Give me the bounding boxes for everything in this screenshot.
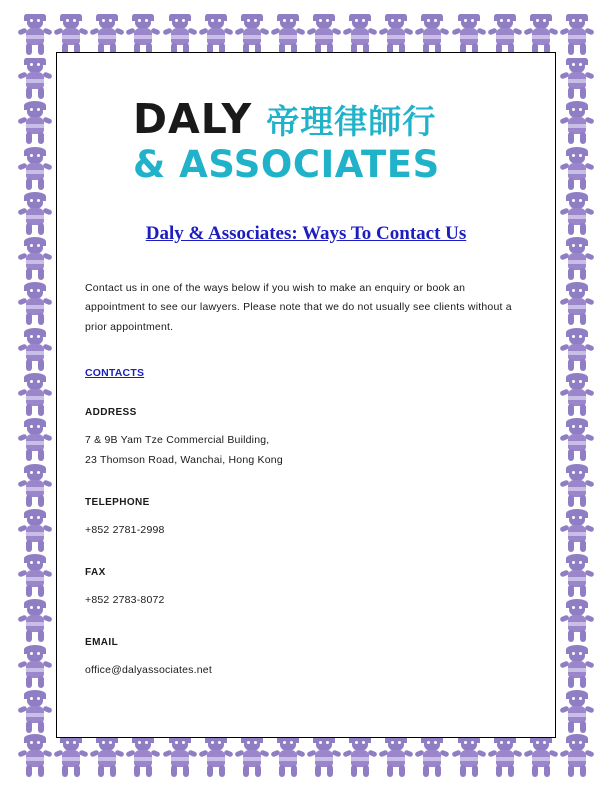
border-doll-icon — [163, 736, 197, 778]
border-doll-icon — [18, 194, 52, 236]
border-doll-icon — [18, 284, 52, 326]
logo-text-daly: DALY — [133, 95, 253, 143]
contact-field-fax — [85, 567, 537, 611]
border-doll-icon — [235, 14, 269, 56]
border-doll-icon — [560, 149, 594, 191]
field-label-fax: FAX — [85, 567, 106, 579]
address-line-1: 7 & 9B Yam Tze Commercial Building, — [85, 434, 270, 447]
border-doll-icon — [560, 511, 594, 553]
border-doll-icon — [163, 14, 197, 56]
logo-text-associates: & ASSOCIATES — [133, 143, 440, 186]
document-content-frame — [56, 52, 556, 738]
border-doll-icon — [18, 239, 52, 281]
field-value-telephone: +852 2781-2998 — [85, 524, 165, 537]
address-line-2: 23 Thomson Road, Wanchai, Hong Kong — [85, 454, 283, 467]
border-doll-icon — [415, 14, 449, 56]
company-logo — [133, 95, 537, 186]
border-doll-icon — [343, 14, 377, 56]
border-doll-icon — [90, 736, 124, 778]
border-doll-icon — [560, 330, 594, 372]
border-doll-icon — [18, 14, 52, 56]
border-doll-icon — [415, 736, 449, 778]
border-doll-icon — [560, 58, 594, 100]
border-doll-icon — [90, 14, 124, 56]
border-doll-icon — [199, 736, 233, 778]
border-doll-icon — [18, 692, 52, 734]
contacts-heading-link[interactable]: CONTACTS — [85, 367, 145, 380]
border-doll-icon — [524, 14, 558, 56]
border-doll-icon — [343, 736, 377, 778]
border-doll-icon — [560, 194, 594, 236]
border-doll-icon — [18, 511, 52, 553]
border-doll-icon — [560, 14, 594, 56]
border-strip-bottom — [18, 732, 594, 778]
border-doll-icon — [18, 103, 52, 145]
border-doll-icon — [560, 284, 594, 326]
border-doll-icon — [488, 14, 522, 56]
border-doll-icon — [560, 466, 594, 508]
border-doll-icon — [307, 14, 341, 56]
border-doll-icon — [560, 601, 594, 643]
border-doll-icon — [18, 601, 52, 643]
border-doll-icon — [18, 58, 52, 100]
border-doll-icon — [560, 420, 594, 462]
field-value-email[interactable]: office@dalyassociates.net — [85, 664, 212, 677]
contact-field-email — [85, 637, 537, 681]
border-doll-icon — [126, 736, 160, 778]
intro-paragraph: Contact us in one of the ways below if you wish to make an enquiry or book an appointment to see our lawyers. Please note that we do not usually see clients without a prior appointment. — [85, 282, 512, 333]
border-doll-icon — [524, 736, 558, 778]
field-value-address — [85, 431, 537, 471]
border-doll-icon — [54, 736, 88, 778]
border-doll-icon — [54, 14, 88, 56]
border-doll-icon — [235, 736, 269, 778]
border-doll-icon — [379, 736, 413, 778]
border-doll-icon — [452, 14, 486, 56]
border-doll-icon — [560, 375, 594, 417]
border-doll-icon — [18, 330, 52, 372]
border-doll-icon — [199, 14, 233, 56]
border-doll-icon — [126, 14, 160, 56]
field-label-telephone: TELEPHONE — [85, 497, 150, 509]
border-doll-icon — [271, 736, 305, 778]
border-doll-icon — [18, 466, 52, 508]
contact-field-telephone — [85, 497, 537, 541]
field-label-address: ADDRESS — [85, 407, 137, 419]
border-doll-icon — [271, 14, 305, 56]
border-doll-icon — [18, 556, 52, 598]
page-title: Daly & Associates: Ways To Contact Us — [145, 223, 467, 244]
border-doll-icon — [18, 420, 52, 462]
border-doll-icon — [560, 556, 594, 598]
border-doll-icon — [379, 14, 413, 56]
border-doll-icon — [560, 692, 594, 734]
field-label-email: EMAIL — [85, 637, 119, 649]
contact-field-address — [85, 407, 537, 471]
border-doll-icon — [307, 736, 341, 778]
border-doll-icon — [560, 103, 594, 145]
logo-text-chinese: 帝理律師行 — [266, 102, 437, 141]
border-doll-icon — [452, 736, 486, 778]
border-doll-icon — [18, 736, 52, 778]
border-doll-icon — [560, 736, 594, 778]
border-doll-icon — [488, 736, 522, 778]
field-value-fax: +852 2783-8072 — [85, 594, 165, 607]
border-doll-icon — [18, 375, 52, 417]
border-doll-icon — [560, 647, 594, 689]
border-doll-icon — [18, 647, 52, 689]
border-doll-icon — [18, 149, 52, 191]
border-doll-icon — [560, 239, 594, 281]
